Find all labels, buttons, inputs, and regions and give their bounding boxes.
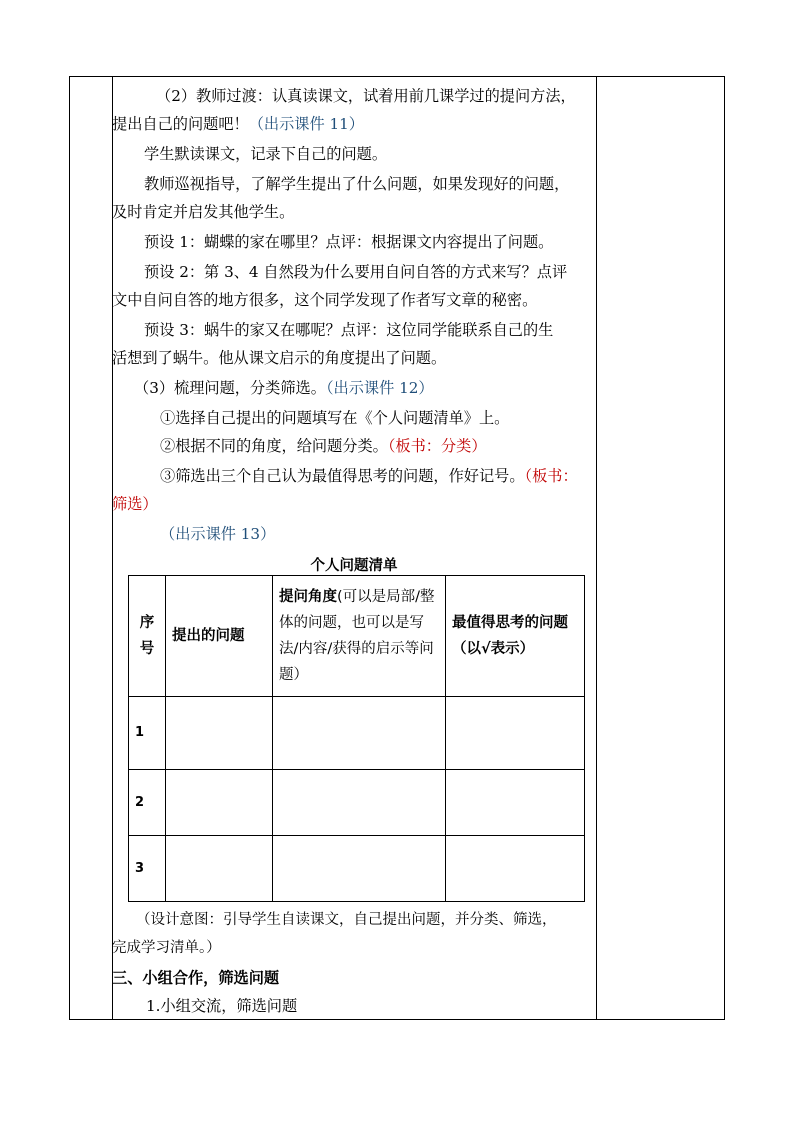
question-list-title: 个人问题清单 [310,557,398,574]
header-most-worth: 最值得思考的问题（以√表示） [446,576,585,697]
row-question-cell[interactable] [166,770,273,836]
table-row [129,697,585,770]
table-row [129,770,585,836]
courseware-note-13: （出示课件 13） [160,525,276,543]
sub-step-1: ①选择自己提出的问题填写在《个人问题清单》上。 [160,409,510,427]
question-list-table [128,575,585,902]
row-mark-cell[interactable] [446,770,585,836]
section-heading-group-work: 三、小组合作，筛选问题 [112,969,280,987]
step-3-sort: （3）梳理问题，分类筛选。（出示课件 12） [134,379,434,397]
paragraph-student-reading: 学生默读课文，记录下自己的问题。 [144,145,387,163]
table-row [129,836,585,902]
preset-3-cont: 活想到了蜗牛。他从课文启示的角度提出了问题。 [112,349,447,367]
preset-2-cont: 文中自问自答的地方很多，这个同学发现了作者写文章的秘密。 [112,291,538,309]
column-divider-right [596,77,597,1019]
row-angle-cell[interactable] [273,697,446,770]
group-work-item-1: 1.小组交流，筛选问题 [146,997,298,1015]
row-question-cell[interactable] [166,697,273,770]
sub-step-3: ③筛选出三个自己认为最值得思考的问题，作好记号。（板书： [160,467,578,485]
blackboard-note-classify: （板书：分类） [387,437,487,455]
row-index: 3 [129,836,166,902]
sub-step-2: ②根据不同的角度，给问题分类。（板书：分类） [160,437,487,455]
blackboard-note-filter-cont: 筛选） [112,495,158,513]
row-angle-cell[interactable] [273,836,446,902]
preset-2: 预设 2：第 3、4 自然段为什么要用自问自答的方式来写？点评 [144,263,568,281]
lesson-content [112,76,596,1020]
row-mark-cell[interactable] [446,697,585,770]
header-angle: 提问角度(可以是局部/整体的问题，也可以是写法/内容/获得的启示等问题） [273,576,446,697]
row-index: 2 [129,770,166,836]
paragraph-teacher-guidance: 教师巡视指导，了解学生提出了什么问题，如果发现好的问题， [144,175,570,193]
paragraph-teacher-guidance-cont: 及时肯定并启发其他学生。 [112,203,295,221]
preset-3: 预设 3：蜗牛的家又在哪呢？点评：这位同学能联系自己的生 [144,321,554,339]
preset-1: 预设 1：蝴蝶的家在哪里？点评：根据课文内容提出了问题。 [144,233,554,251]
blackboard-note-filter: （板书： [524,467,578,485]
question-list-header-row [129,576,585,697]
paragraph-teacher-transition: （2）教师过渡：认真读课文，试着用前几课学过的提问方法， [156,87,576,105]
header-index: 序号 [129,576,166,697]
paragraph-teacher-transition-cont: 提出自己的问题吧！（出示课件 11） [112,115,364,133]
courseware-note-12: （出示课件 12） [325,379,434,397]
design-intent: （设计意图：引导学生自读课文，自己提出问题，并分类、筛选， [136,912,557,928]
design-intent-cont: 完成学习清单。） [112,940,221,956]
row-mark-cell[interactable] [446,836,585,902]
courseware-note-11: （出示课件 11） [248,115,364,133]
header-question: 提出的问题 [166,576,273,697]
row-question-cell[interactable] [166,836,273,902]
row-angle-cell[interactable] [273,770,446,836]
row-index: 1 [129,697,166,770]
